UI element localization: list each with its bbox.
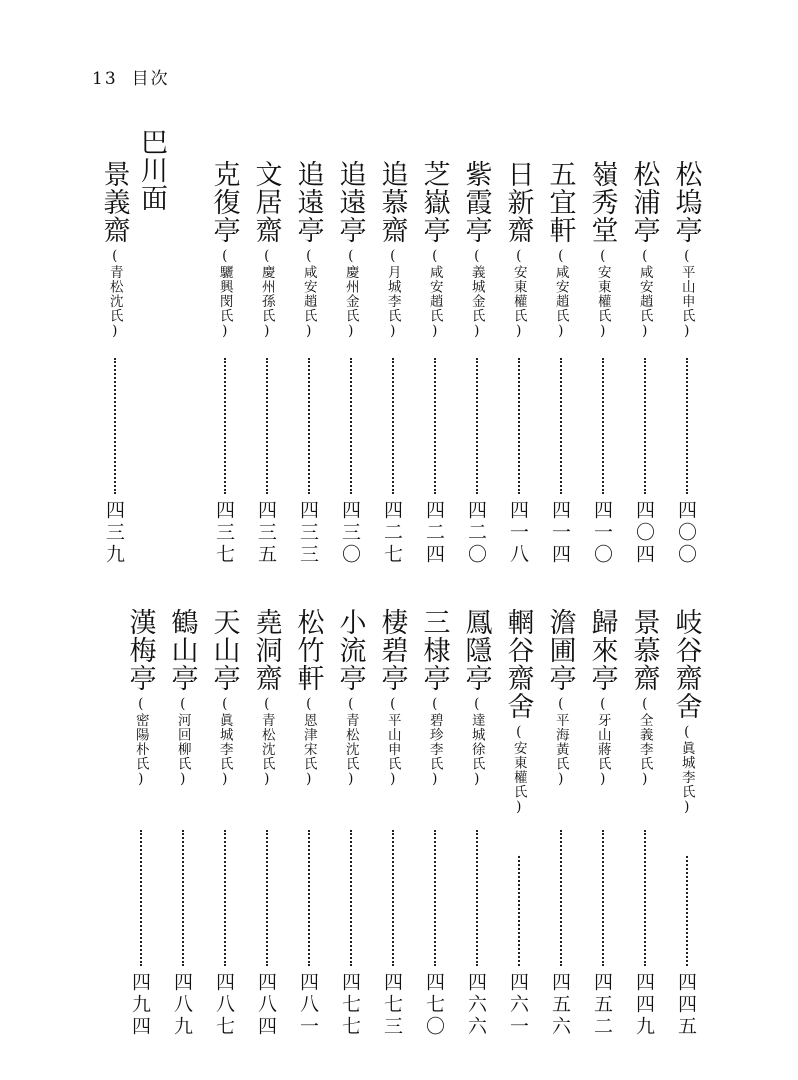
entry-title: 鳳隱亭	[460, 608, 492, 692]
entry-page: 四五六	[549, 972, 571, 1038]
entry-page: 四三七	[213, 500, 235, 566]
entry-title: 克復亭	[208, 160, 240, 244]
toc-entry	[416, 608, 452, 788]
leader-dots	[602, 358, 604, 494]
section-title: 巴川面	[136, 128, 167, 212]
leader-dots	[518, 358, 520, 494]
entry-owner: ( 平山申氏 )	[385, 696, 399, 788]
leader-dots	[350, 358, 352, 494]
entry-owner: ( 牙山蔣氏 )	[595, 696, 609, 788]
entry-page: 四二四	[423, 500, 445, 566]
entry-owner: ( 河回柳氏 )	[175, 696, 189, 788]
leader-dots	[602, 830, 604, 966]
entry-page: 四七七	[339, 972, 361, 1038]
toc-entry	[584, 160, 620, 340]
toc-entry	[332, 608, 368, 788]
toc-entry	[500, 160, 536, 340]
entry-page: 四八一	[297, 972, 319, 1038]
leader-dots	[182, 830, 184, 966]
leader-dots	[266, 358, 268, 494]
entry-page: 四七〇	[423, 972, 445, 1038]
entry-page: 四一〇	[591, 500, 613, 566]
leader-dots	[392, 830, 394, 966]
leader-dots	[476, 830, 478, 966]
leader-dots	[644, 358, 646, 494]
entry-owner: ( 咸安趙氏 )	[301, 248, 315, 340]
entry-owner: ( 安東權氏 )	[511, 724, 525, 816]
entry-page: 四三九	[103, 500, 125, 566]
entry-owner: ( 義城金氏 )	[469, 248, 483, 340]
leader-dots	[686, 856, 688, 966]
toc-entry	[164, 608, 200, 788]
entry-owner: ( 眞城李氏 )	[679, 724, 693, 816]
entry-title: 追遠亭	[334, 160, 366, 244]
entry-title: 岐谷齋舍	[670, 608, 702, 720]
toc-entry	[584, 608, 620, 788]
entry-owner: ( 碧珍李氏 )	[427, 696, 441, 788]
entry-owner: ( 青松沈氏 )	[107, 248, 121, 340]
leader-dots	[434, 358, 436, 494]
toc-entry	[290, 160, 326, 340]
entry-title: 景義齋	[98, 160, 130, 244]
entry-owner: ( 眞城李氏 )	[217, 696, 231, 788]
entry-title: 追遠亭	[292, 160, 324, 244]
entry-title: 日新齋	[502, 160, 534, 244]
entry-owner: ( 全義李氏 )	[637, 696, 651, 788]
toc-entry	[122, 608, 158, 788]
entry-page: 四七三	[381, 972, 403, 1038]
entry-page: 四五二	[591, 972, 613, 1038]
entry-owner: ( 咸安趙氏 )	[637, 248, 651, 340]
entry-owner: ( 安東權氏 )	[595, 248, 609, 340]
entry-page: 四九四	[129, 972, 151, 1038]
leader-dots	[476, 358, 478, 494]
toc-entry	[500, 608, 536, 816]
leader-dots	[140, 830, 142, 966]
entry-title: 紫霞亭	[460, 160, 492, 244]
entry-title: 芝嶽亭	[418, 160, 450, 244]
entry-owner: ( 咸安趙氏 )	[427, 248, 441, 340]
entry-owner: ( 安東權氏 )	[511, 248, 525, 340]
toc-entry	[206, 608, 242, 788]
entry-owner: ( 密陽朴氏 )	[133, 696, 147, 788]
entry-title: 天山亭	[208, 608, 240, 692]
entry-title: 松竹軒	[292, 608, 324, 692]
leader-dots	[266, 830, 268, 966]
leader-dots	[224, 830, 226, 966]
leader-dots	[686, 358, 688, 494]
toc-entry	[96, 160, 132, 340]
entry-owner: ( 平海黃氏 )	[553, 696, 567, 788]
entry-page: 四二七	[381, 500, 403, 566]
entry-page: 四八四	[255, 972, 277, 1038]
toc-entry	[668, 608, 704, 816]
entry-title: 文居齋	[250, 160, 282, 244]
toc-entry	[332, 160, 368, 340]
leader-dots	[560, 830, 562, 966]
entry-page: 四三〇	[339, 500, 361, 566]
entry-owner: ( 平山申氏 )	[679, 248, 693, 340]
entry-owner: ( 月城李氏 )	[385, 248, 399, 340]
leader-dots	[560, 358, 562, 494]
entry-owner: ( 恩津宋氏 )	[301, 696, 315, 788]
toc-entry	[248, 160, 284, 340]
page-number: 13	[92, 69, 118, 89]
entry-title: 棲碧亭	[376, 608, 408, 692]
toc-entry	[206, 160, 242, 340]
entry-page: 四八九	[171, 972, 193, 1038]
entry-title: 輞谷齋舍	[502, 608, 534, 720]
leader-dots	[224, 358, 226, 494]
entry-owner: ( 青松沈氏 )	[343, 696, 357, 788]
leader-dots	[308, 830, 310, 966]
entry-title: 松塢亭	[670, 160, 702, 244]
entry-page: 四二〇	[465, 500, 487, 566]
entry-owner: ( 慶州孫氏 )	[259, 248, 273, 340]
header-title: 目次	[131, 69, 170, 89]
entry-page: 四四九	[633, 972, 655, 1038]
entry-title: 三棣亭	[418, 608, 450, 692]
toc-entry	[542, 160, 578, 340]
toc-entry	[458, 608, 494, 788]
entry-page: 四六六	[465, 972, 487, 1038]
toc-entry	[248, 608, 284, 788]
leader-dots	[392, 358, 394, 494]
toc-entry	[374, 608, 410, 788]
entry-page: 四〇四	[633, 500, 655, 566]
entry-owner: ( 達城徐氏 )	[469, 696, 483, 788]
entry-page: 四〇〇	[675, 500, 697, 566]
entry-page: 四六一	[507, 972, 529, 1038]
leader-dots	[114, 358, 116, 494]
entry-owner: ( 驪興閔氏 )	[217, 248, 231, 340]
entry-title: 歸來亭	[586, 608, 618, 692]
leader-dots	[350, 830, 352, 966]
toc-entry	[374, 160, 410, 340]
entry-title: 嶺秀堂	[586, 160, 618, 244]
leader-dots	[308, 358, 310, 494]
toc-entry	[626, 608, 662, 788]
entry-page: 四一四	[549, 500, 571, 566]
entry-page: 四三三	[297, 500, 319, 566]
entry-title: 漢梅亭	[124, 608, 156, 692]
entry-title: 五宜軒	[544, 160, 576, 244]
leader-dots	[434, 830, 436, 966]
entry-title: 堯洞齋	[250, 608, 282, 692]
entry-title: 鶴山亭	[166, 608, 198, 692]
toc-entry	[416, 160, 452, 340]
toc-entry	[626, 160, 662, 340]
entry-title: 松浦亭	[628, 160, 660, 244]
leader-dots	[644, 830, 646, 966]
entry-owner: ( 青松沈氏 )	[259, 696, 273, 788]
entry-page: 四八七	[213, 972, 235, 1038]
entry-page: 四四五	[675, 972, 697, 1038]
entry-title: 小流亭	[334, 608, 366, 692]
page-header	[92, 64, 170, 89]
toc-entry	[290, 608, 326, 788]
entry-title: 追慕齋	[376, 160, 408, 244]
toc-entry	[458, 160, 494, 340]
entry-page: 四一八	[507, 500, 529, 566]
toc-entry	[668, 160, 704, 340]
entry-owner: ( 咸安趙氏 )	[553, 248, 567, 340]
entry-title: 景慕齋	[628, 608, 660, 692]
entry-title: 澹圃亭	[544, 608, 576, 692]
entry-page: 四三五	[255, 500, 277, 566]
toc-entry	[542, 608, 578, 788]
leader-dots	[518, 856, 520, 966]
entry-owner: ( 慶州金氏 )	[343, 248, 357, 340]
